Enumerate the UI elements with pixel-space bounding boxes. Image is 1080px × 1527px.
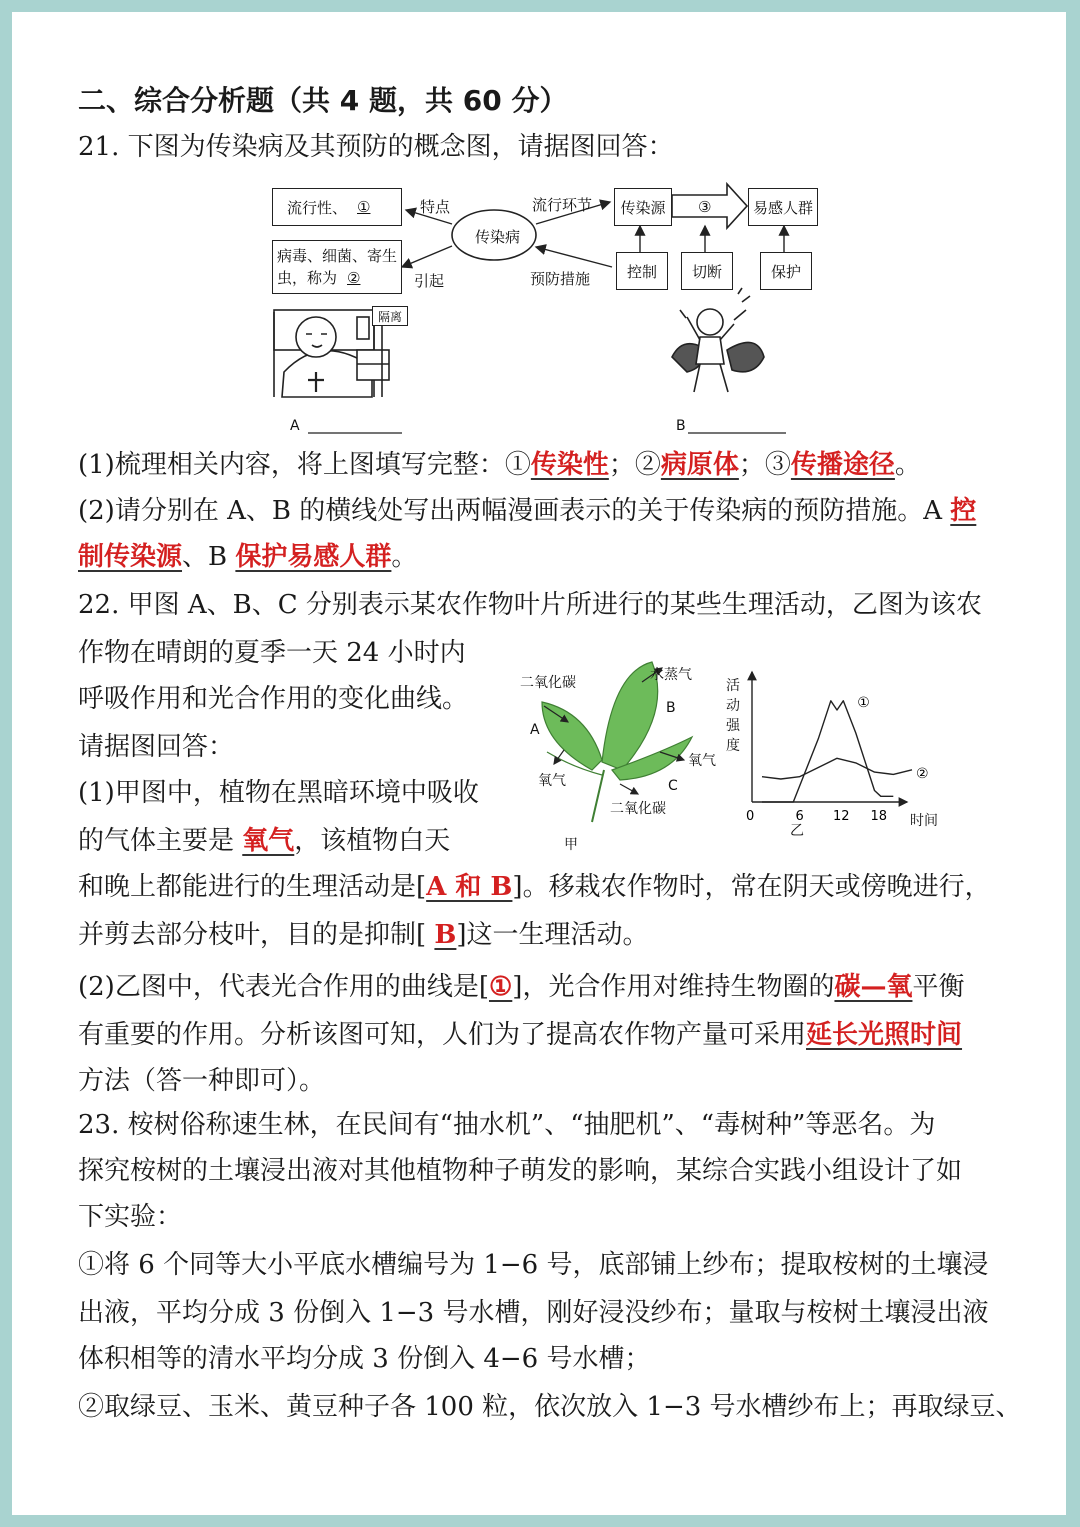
q21-p1-sep1: ；② xyxy=(608,450,661,480)
q22-p2-line2 xyxy=(78,1018,962,1052)
q21-p1-end: 。 xyxy=(894,450,921,480)
q22-p2-line3: 方法（答一种即可）。 xyxy=(78,1066,326,1096)
answer-3: 传播途径 xyxy=(790,450,895,480)
label-prevent: 预防措施 xyxy=(530,270,591,288)
label-features: 特点 xyxy=(420,198,451,216)
leaf-figure xyxy=(492,642,732,852)
q23-line6: 体积相等的清水平均分成 3 份倒入 4−6 号水槽； xyxy=(78,1344,651,1374)
q22-p1-line3 xyxy=(78,870,991,904)
leaf-label-b: B xyxy=(666,700,676,716)
answer-a-and-b: A 和 B xyxy=(426,872,513,902)
leaf-label-o2-in: 氧气 xyxy=(538,773,566,789)
q22-stem-line4: 请据图回答： xyxy=(78,732,235,762)
q22-p1-line4-suffix: ]这一生理活动。 xyxy=(456,920,649,950)
activity-chart-svg xyxy=(722,662,982,842)
q22-p1-line4-prefix: 并剪去部分枝叶，目的是抑制[ xyxy=(78,920,435,950)
label-links: 流行环节 xyxy=(532,196,593,214)
answer-1: 传染性 xyxy=(530,450,609,480)
cartoon-b-healthy-person xyxy=(672,288,764,392)
q22-p1-line2-suffix: ，该植物白天 xyxy=(294,826,451,856)
series-line-1 xyxy=(762,701,893,802)
worksheet-page xyxy=(12,12,1066,1515)
blank-1: ① xyxy=(357,198,371,216)
q22-p1-line3-suffix: ]。移栽农作物时，常在阴天或傍晚进行， xyxy=(512,872,991,902)
q22-p2-line1 xyxy=(78,970,964,1004)
leaf-label-h2o: 水蒸气 xyxy=(650,667,692,683)
isolate-sign: 隔离 xyxy=(372,306,408,326)
q22-stem-line3: 呼吸作用和光合作用的变化曲线。 xyxy=(78,684,469,714)
q21-p1-prefix: (1)梳理相关内容，将上图填写完整：① xyxy=(78,450,531,480)
box-cause-line1: 病毒、细菌、寄生 xyxy=(277,247,398,265)
box-source: 传染源 xyxy=(614,188,672,226)
route-blank: ③ xyxy=(698,198,712,216)
x-tick-label: 12 xyxy=(833,809,850,824)
q21-part2-line1 xyxy=(78,494,976,528)
q23-line2: 探究桉树的土壤浸出液对其他植物种子萌发的影响，某综合实践小组设计了如 xyxy=(78,1156,963,1186)
box-protect: 保护 xyxy=(760,252,812,290)
answer-a-part2: 制传染源 xyxy=(78,542,183,572)
activity-chart xyxy=(722,662,982,842)
leaf-label-c: C xyxy=(668,778,678,794)
q22-p1-line2-prefix: 的气体主要是 xyxy=(78,826,243,856)
answer-a-part1: 控 xyxy=(950,496,977,526)
q22-stem-line1: 22. 甲图 A、B、C 分别表示某农作物叶片所进行的某些生理活动，乙图为该农 xyxy=(78,590,982,620)
q23-line7: ②取绿豆、玉米、黄豆种子各 100 粒，依次放入 1−3 号水槽纱布上；再取绿豆、 xyxy=(78,1392,1022,1422)
section-title: 二、综合分析题（共 4 题，共 60 分） xyxy=(78,84,568,117)
answer-gas: 氧气 xyxy=(242,826,295,856)
q21-p1-sep2: ；③ xyxy=(738,450,791,480)
q22-p1-line4 xyxy=(78,918,649,952)
box-control: 控制 xyxy=(616,252,668,290)
answer-b: 保护易感人群 xyxy=(235,542,392,572)
q21-stem: 21. 下图为传染病及其预防的概念图，请据图回答： xyxy=(78,132,674,162)
q21-p2-end: 。 xyxy=(391,542,418,572)
box-cut: 切断 xyxy=(681,252,733,290)
q21-part1 xyxy=(78,448,921,482)
q21-p2-prefix: (2)请分别在 A、B 的横线处写出两幅漫画表示的关于传染病的预防措施。A xyxy=(78,496,951,526)
x-tick-label: 0 xyxy=(746,809,755,824)
series-label-1: ① xyxy=(857,694,870,711)
leaf-label-o2-out: 氧气 xyxy=(688,753,716,769)
box-features xyxy=(272,188,402,226)
q23-line1: 23. 桉树俗称速生林，在民间有“抽水机”、“抽肥机”、“毒树种”等恶名。为 xyxy=(78,1110,936,1140)
box-cause-line2: 虫，称为 xyxy=(277,269,338,287)
q22-p1-line3-prefix: 和晚上都能进行的生理活动是[ xyxy=(78,872,427,902)
blank-2: ② xyxy=(347,269,361,287)
label-cause: 引起 xyxy=(414,272,445,290)
leaf-label-a: A xyxy=(530,722,540,738)
leaf-label-co2-in: 二氧化碳 xyxy=(520,675,576,691)
x-tick-label: 18 xyxy=(870,809,888,824)
q21-concept-map xyxy=(12,12,1066,452)
q22-p2-line1-prefix: (2)乙图中，代表光合作用的曲线是[ xyxy=(78,972,489,1002)
box-features-text: 流行性、 xyxy=(287,198,348,217)
q22-p2-line2-prefix: 有重要的作用。分析该图可知，人们为了提高农作物产量可采用 xyxy=(78,1020,807,1050)
q22-p2-line1-suffix: 平衡 xyxy=(912,972,965,1002)
leaf-label-co2-out: 二氧化碳 xyxy=(610,801,666,817)
answer-2: 病原体 xyxy=(660,450,739,480)
answer-extend-light: 延长光照时间 xyxy=(806,1020,963,1050)
q22-p2-line1-mid: ]，光合作用对维持生物圈的 xyxy=(512,972,835,1002)
q23-line3: 下实验： xyxy=(78,1202,183,1232)
q23-line5: 出液，平均分成 3 份倒入 1−3 号水槽，刚好浸没纱布；量取与桉树土壤浸出液 xyxy=(78,1298,989,1328)
chart-caption: 乙 xyxy=(790,823,804,839)
box-susceptible: 易感人群 xyxy=(748,188,818,226)
cartoon-a-label: A xyxy=(290,418,300,434)
concept-map-arrows xyxy=(12,12,1066,452)
q22-stem-line2: 作物在晴朗的夏季一天 24 小时内 xyxy=(78,638,466,668)
q23-line4: ①将 6 个同等大小平底水槽编号为 1−6 号，底部铺上纱布；提取桉树的土壤浸 xyxy=(78,1250,989,1280)
series-line-2 xyxy=(762,758,912,779)
answer-curve: ① xyxy=(488,972,513,1002)
center-label: 传染病 xyxy=(475,228,521,246)
chart-ylabel: 活动强度 xyxy=(726,678,740,754)
q21-part2-line2 xyxy=(78,540,417,574)
leaf-caption: 甲 xyxy=(564,837,578,853)
chart-xlabel: 时间 xyxy=(910,813,938,829)
series-label-2: ② xyxy=(916,765,929,782)
q22-p1-line2 xyxy=(78,824,450,858)
q21-p2-mid: 、B xyxy=(182,542,236,572)
q22-p1-line1: (1)甲图中，植物在黑暗环境中吸收 xyxy=(78,778,479,808)
x-tick-label: 6 xyxy=(795,809,804,824)
cartoon-b-label: B xyxy=(676,418,686,434)
box-cause xyxy=(272,240,402,294)
answer-carbon-oxygen: 碳—氧 xyxy=(834,972,913,1002)
answer-b-activity: B xyxy=(434,920,457,950)
